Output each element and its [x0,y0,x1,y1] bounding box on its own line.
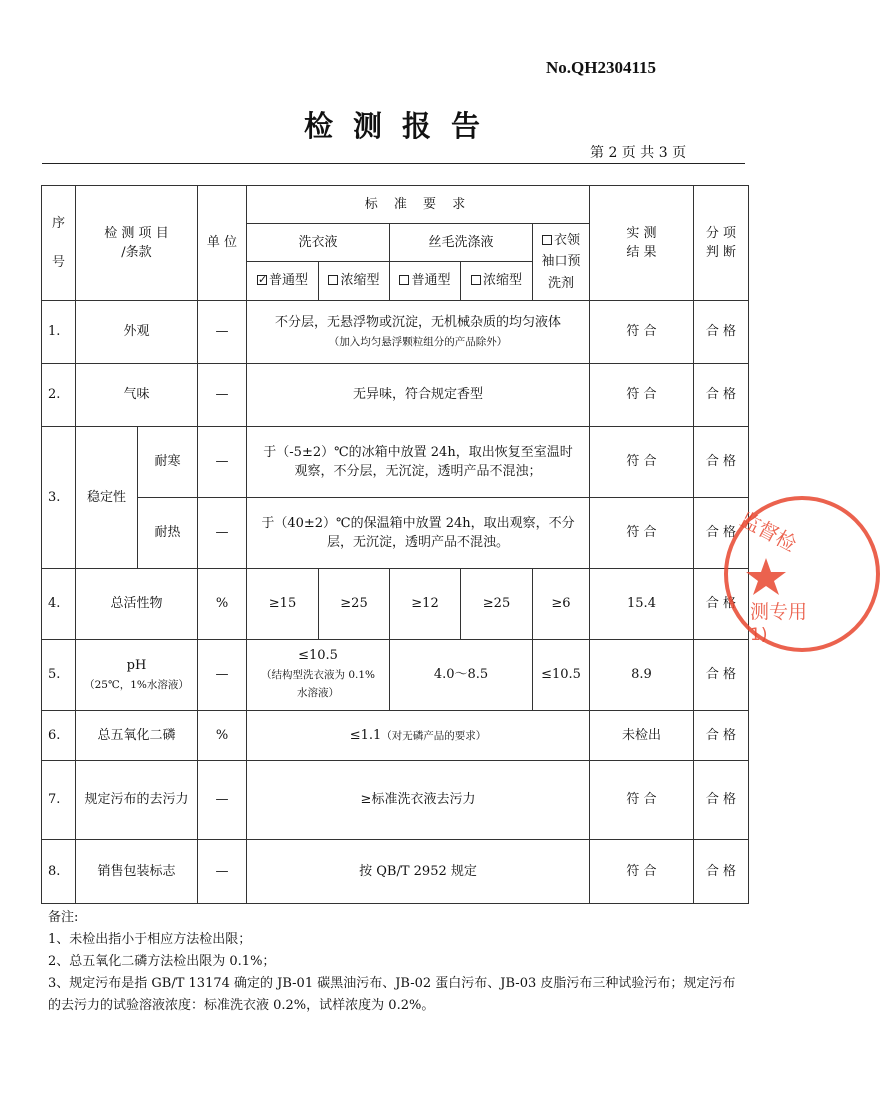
header-wool: 丝毛洗涤液 [390,224,533,262]
table-row [42,840,749,904]
inspection-table [41,185,749,904]
row-item: 外观 [76,301,198,364]
row-result: 符 合 [590,840,694,904]
row-subitem: 耐寒 [138,427,198,498]
header-laundry: 洗衣液 [247,224,390,262]
note-item: 1、未检出指小于相应方法检出限； [48,932,252,947]
header-unit: 单 位 [198,186,247,301]
notes-title: 备注: [48,910,79,925]
row-item: 规定污布的去污力 [76,761,198,840]
row-item: 销售包装标志 [76,840,198,904]
row-result: 8.9 [590,640,694,711]
subtype-laundry-concentrated: 浓缩型 [319,262,390,301]
row-unit: — [198,761,247,840]
row-judgment: 合 格 [694,498,749,569]
table-row [42,498,749,569]
row-requirement: ≤1.1（对无磷产品的要求） [247,711,590,761]
row-result: 符 合 [590,498,694,569]
note-item: 3、规定污布是指 GB/T 13174 确定的 JB-01 碳黑油污布、JB-02 蛋白污布、JB-03 皮脂污布三种试验污布；规定污布的去污力的试验溶液浓度：标准洗衣液 0.2%，试样浓度为 0.2%。 [48,976,736,1013]
seal-text-bottom: 1) [750,625,768,645]
checkbox-wool-concentrated[interactable] [471,275,481,285]
header-collar: 衣领 袖口预 洗剂 [533,224,590,301]
checkbox-wool-normal[interactable] [399,275,409,285]
row-item: 气味 [76,364,198,427]
checkbox-laundry-concentrated[interactable] [328,275,338,285]
row-requirement: 不分层，无悬浮物或沉淀，无机械杂质的均匀液体 （加入均匀悬浮颗粒组分的产品除外） [247,301,590,364]
row-judgment: 合 格 [694,761,749,840]
row-result: 符 合 [590,427,694,498]
row-number: 8. [42,840,76,904]
row-unit: — [198,427,247,498]
row-item: 稳定性 [76,427,138,569]
row-value: ≥6 [533,569,590,640]
row-value: ≥25 [461,569,533,640]
row-number: 3. [42,427,76,569]
row-number: 1. [42,301,76,364]
seal-text-top: 监督检 [736,506,801,557]
row-requirement: 无异味，符合规定香型 [247,364,590,427]
row-unit: — [198,301,247,364]
row-result: 符 合 [590,301,694,364]
row-result: 15.4 [590,569,694,640]
row-judgment: 合 格 [694,840,749,904]
header-item: 检 测 项 目 /条款 [76,186,198,301]
row-judgment: 合 格 [694,301,749,364]
row-judgment: 合 格 [694,711,749,761]
note-item: 2、总五氧化二磷方法检出限为 0.1%； [48,954,276,969]
checkbox-laundry-normal[interactable] [257,275,267,285]
table-row [42,640,749,711]
notes-section [48,907,748,1017]
seal-text-mid: 测专用 [750,601,808,623]
row-item: 总活性物 [76,569,198,640]
row-subitem: 耐热 [138,498,198,569]
header-result: 实 测 结 果 [590,186,694,301]
table-row [42,301,749,364]
row-judgment: 合 格 [694,569,749,640]
table-row [42,761,749,840]
row-judgment: 合 格 [694,427,749,498]
inspection-seal [722,494,882,654]
table-row [42,364,749,427]
row-laundry-req: ≤10.5 （结构型洗衣液为 0.1% 水溶液） [247,640,390,711]
checkbox-collar[interactable] [542,235,552,245]
row-value: ≥15 [247,569,319,640]
header-rule [42,163,745,164]
report-title: 检测报告 [303,109,500,143]
table-row [42,569,749,640]
row-item: 总五氧化二磷 [76,711,198,761]
row-requirement: 于（40±2）℃的保温箱中放置 24h，取出观察，不分层，无沉淀，透明产品不混浊。 [247,498,590,569]
header-judgment: 分 项 判 断 [694,186,749,301]
row-number: 2. [42,364,76,427]
row-requirement: 按 QB/T 2952 规定 [247,840,590,904]
row-value: ≥25 [319,569,390,640]
page-indicator: 第 2 页 共 3 页 [590,145,687,161]
row-unit: — [198,840,247,904]
row-wool-req: 4.0～8.5 [390,640,533,711]
table-row [42,711,749,761]
row-requirement: 于（-5±2）℃的冰箱中放置 24h，取出恢复至室温时观察，不分层，无沉淀，透明产品不混浊； [247,427,590,498]
subtype-laundry-normal: ✓普通型 [247,262,319,301]
row-number: 5. [42,640,76,711]
table-header-row [42,186,749,224]
row-number: 6. [42,711,76,761]
row-result: 符 合 [590,761,694,840]
row-number: 7. [42,761,76,840]
row-unit: — [198,364,247,427]
row-result: 符 合 [590,364,694,427]
row-unit: % [198,569,247,640]
row-judgment: 合 格 [694,640,749,711]
header-seq: 序 号 [42,186,76,301]
row-unit: % [198,711,247,761]
row-unit: — [198,640,247,711]
subtype-wool-normal: 普通型 [390,262,461,301]
table-row [42,427,749,498]
row-value: ≥12 [390,569,461,640]
report-number: No.QH2304115 [546,58,657,77]
row-item: pH （25℃，1%水溶液） [76,640,198,711]
row-collar-req: ≤10.5 [533,640,590,711]
row-number: 4. [42,569,76,640]
row-requirement: ≥标准洗衣液去污力 [247,761,590,840]
row-unit: — [198,498,247,569]
header-standard: 标 准 要 求 [247,186,590,224]
row-result: 未检出 [590,711,694,761]
subtype-wool-concentrated: 浓缩型 [461,262,533,301]
row-judgment: 合 格 [694,364,749,427]
seal-star-icon [746,558,786,595]
